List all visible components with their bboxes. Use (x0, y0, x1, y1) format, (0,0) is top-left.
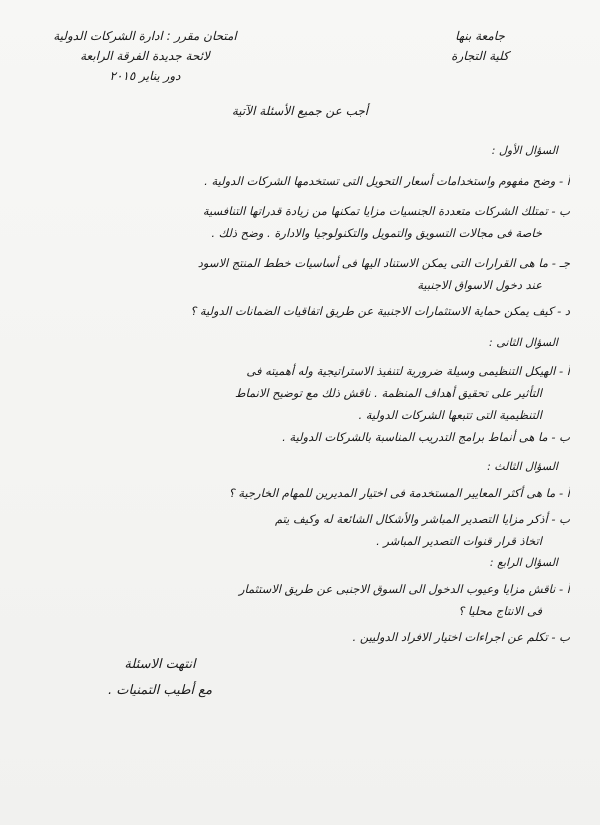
exam-course-line: امتحان مقرر : ادارة الشركات الدولية (53, 29, 237, 43)
closing-line-1: انتهت الاسئلة (124, 657, 196, 672)
question-1-item-b-cont: خاصة فى مجالات التسويق والتمويل والتكنولوجيا والادارة . وضح ذلك . (211, 226, 542, 240)
question-3 (25, 456, 570, 552)
question-1 (25, 140, 570, 322)
question-1-item-b: ب - تمتلك الشركات متعددة الجنسيات مزايا تمكنها من زيادة قدراتها التنافسية (202, 204, 570, 218)
question-4-item-a: أ - ناقش مزايا وعيوب الدخول الى السوق الاجنبى عن طريق الاستثمار (238, 582, 570, 596)
question-3-item-a: أ - ما هى أكثر المعايير المستخدمة فى اختيار المديرين للمهام الخارجية ؟ (228, 486, 570, 500)
question-4-item-b: ب - تكلم عن اجراءات اختيار الافراد الدوليين . (352, 630, 570, 644)
exam-level-line: لائحة جديدة الفرقة الرابعة (80, 49, 210, 63)
question-4-item-a-cont: فى الانتاج محليا ؟ (458, 604, 542, 618)
university-header (420, 26, 540, 66)
question-3-item-b-cont: اتخاذ قرار قنوات التصدير المباشر . (376, 534, 542, 548)
question-2-item-a: أ - الهيكل التنظيمى وسيلة ضرورية لتنفيذ الاستراتيجية وله أهميته فى (246, 364, 570, 378)
question-2-item-b: ب - ما هى أنماط برامج التدريب المناسبة بالشركات الدولية . (282, 430, 570, 444)
question-3-heading: السؤال الثالث : (487, 460, 558, 473)
question-2-item-a-cont2: التنظيمية التى تتبعها الشركات الدولية . (358, 408, 542, 422)
question-4-heading: السؤال الرابع : (489, 556, 558, 569)
university-name: جامعة بنها (455, 29, 505, 43)
question-1-item-d: د - كيف يمكن حماية الاستثمارات الاجنبية عن طريق اتفاقيات الضمانات الدولية ؟ (190, 304, 570, 318)
question-2-item-a-cont1: التأثير على تحقيق أهداف المنظمة . ناقش ذلك مع توضيح الانماط (234, 386, 542, 400)
question-1-item-c: جـ - ما هى القرارات التى يمكن الاستناد اليها فى أساسيات خطط المنتج الاسود (197, 256, 570, 270)
closing-line-2: مع أطيب التمنيات . (107, 683, 213, 698)
exam-session-line: دور يناير ٢٠١٥ (109, 69, 181, 83)
faculty-name: كلية التجارة (451, 49, 509, 63)
question-1-item-a: أ - وضح مفهوم واستخدامات أسعار التحويل التى تستخدمها الشركات الدولية . (204, 174, 570, 188)
closing-note (90, 652, 230, 704)
exam-header (20, 26, 270, 86)
question-2-heading: السؤال الثانى : (489, 336, 558, 349)
question-1-item-c-cont: عند دخول الاسواق الاجنبية (417, 278, 542, 292)
exam-instruction: أجب عن جميع الأسئلة الآتية (231, 104, 369, 118)
question-4 (25, 552, 570, 648)
question-2 (25, 332, 570, 448)
question-3-item-b: ب - أذكر مزايا التصدير المباشر والأشكال الشائعة له وكيف يتم (274, 512, 570, 526)
question-1-heading: السؤال الأول : (491, 144, 558, 157)
